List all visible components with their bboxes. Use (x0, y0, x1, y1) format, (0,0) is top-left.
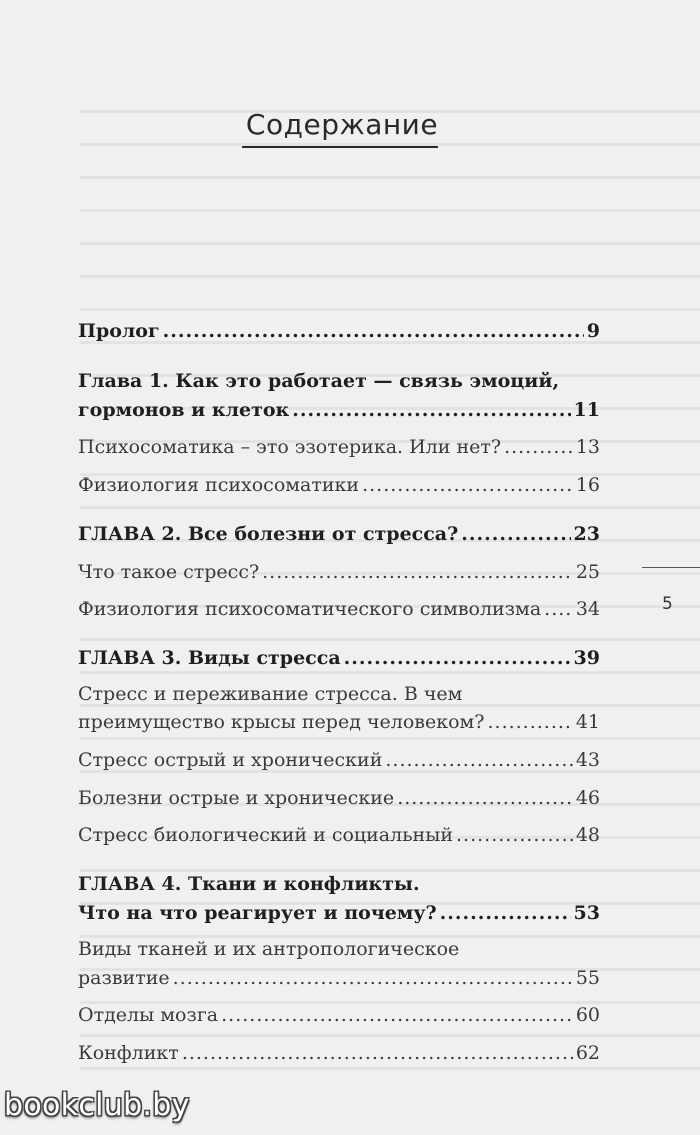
toc-page: 48 (575, 824, 600, 846)
toc-label: гормонов и клеток (78, 399, 290, 421)
toc-entry-chapter4[interactable] (78, 904, 600, 923)
page-number: 5 (662, 594, 673, 614)
toc-page: 25 (575, 561, 600, 583)
toc-label: ГЛАВА 2. Все болезни от стресса? (78, 523, 459, 545)
toc-entry-ch4-sec1-title[interactable]: Виды тканей и их антропологическое (78, 938, 460, 960)
leader-dots (487, 713, 572, 732)
toc-label: Болезни острые и хронические (78, 787, 395, 809)
toc-label: Что на что реагирует и почему? (78, 902, 437, 924)
toc-label: Физиология психосоматического символизма (78, 598, 542, 620)
toc-entry-ch3-sec1-title[interactable]: Стресс и переживание стресса. В чем (78, 683, 463, 705)
toc-page: 11 (573, 399, 600, 421)
leader-dots (344, 649, 571, 668)
toc-label: Психосоматика – это эзотерика. Или нет? (78, 436, 502, 458)
toc-entry-ch3-sec3[interactable] (78, 789, 600, 808)
leader-dots (544, 600, 573, 619)
leader-dots (182, 1044, 573, 1063)
toc-entry-ch3-sec4[interactable] (78, 826, 600, 845)
toc-entry-ch3-sec1[interactable] (78, 713, 600, 732)
toc-entry-ch1-sec2[interactable] (78, 476, 600, 495)
toc-label: Пролог (78, 320, 160, 342)
toc-page: 23 (573, 523, 600, 545)
toc-entry-chapter4-title[interactable]: ГЛАВА 4. Ткани и конфликты. (78, 873, 420, 895)
toc-label: ГЛАВА 3. Виды стресса (78, 647, 341, 669)
toc-page: 46 (575, 787, 600, 809)
leader-dots (461, 525, 570, 544)
toc-page: 41 (575, 711, 600, 733)
toc-label: Стресс биологический и социальный (78, 824, 453, 846)
toc-entry-ch4-sec1[interactable] (78, 969, 600, 988)
leader-dots (504, 438, 573, 457)
toc-page: 43 (575, 749, 600, 771)
toc-entry-ch4-sec3[interactable] (78, 1044, 600, 1063)
toc-page: 62 (575, 1042, 600, 1064)
toc-label: Физиология психосоматики (78, 474, 360, 496)
toc-page: 9 (586, 320, 600, 342)
toc-entry-ch4-sec2[interactable] (78, 1006, 600, 1025)
page-title: Содержание (245, 108, 439, 141)
toc-page: 34 (575, 598, 600, 620)
toc-page: 39 (573, 647, 600, 669)
title-underline (242, 146, 438, 148)
toc-page: 53 (573, 902, 600, 924)
toc-page: 60 (575, 1004, 600, 1026)
leader-dots (221, 1006, 573, 1025)
toc-label: развитие (78, 967, 170, 989)
toc-entry-ch1-sec1[interactable] (78, 438, 600, 457)
leader-dots (173, 969, 573, 988)
leader-dots (262, 563, 573, 582)
watermark-logo: bookclub.by (4, 1088, 190, 1123)
toc-label: Стресс острый и хронический (78, 749, 383, 771)
toc-page: 55 (575, 967, 600, 989)
toc-entry-chapter2[interactable] (78, 525, 600, 544)
leader-dots (397, 789, 573, 808)
toc-label: Отделы мозга (78, 1004, 219, 1026)
toc-label: Конфликт (78, 1042, 179, 1064)
toc-entry-chapter1[interactable] (78, 401, 600, 420)
leader-dots (292, 401, 570, 420)
leader-dots (385, 751, 572, 770)
leader-dots (440, 904, 571, 923)
leader-dots (456, 826, 573, 845)
toc-page: 16 (575, 474, 600, 496)
toc-entry-ch2-sec2[interactable] (78, 600, 600, 619)
toc-entry-ch2-sec1[interactable] (78, 563, 600, 582)
leader-dots (163, 322, 584, 341)
toc-label: преимущество крысы перед человеком? (78, 711, 485, 733)
toc-entry-chapter1-title[interactable]: Глава 1. Как это работает — связь эмоций, (78, 370, 560, 392)
leader-dots (362, 476, 573, 495)
toc-label: Что такое стресс? (78, 561, 260, 583)
toc-entry-chapter3[interactable] (78, 649, 600, 668)
toc-entry-ch3-sec2[interactable] (78, 751, 600, 770)
margin-rule (642, 567, 700, 568)
toc-page: 13 (575, 436, 600, 458)
toc-entry-prologue[interactable] (78, 322, 600, 341)
